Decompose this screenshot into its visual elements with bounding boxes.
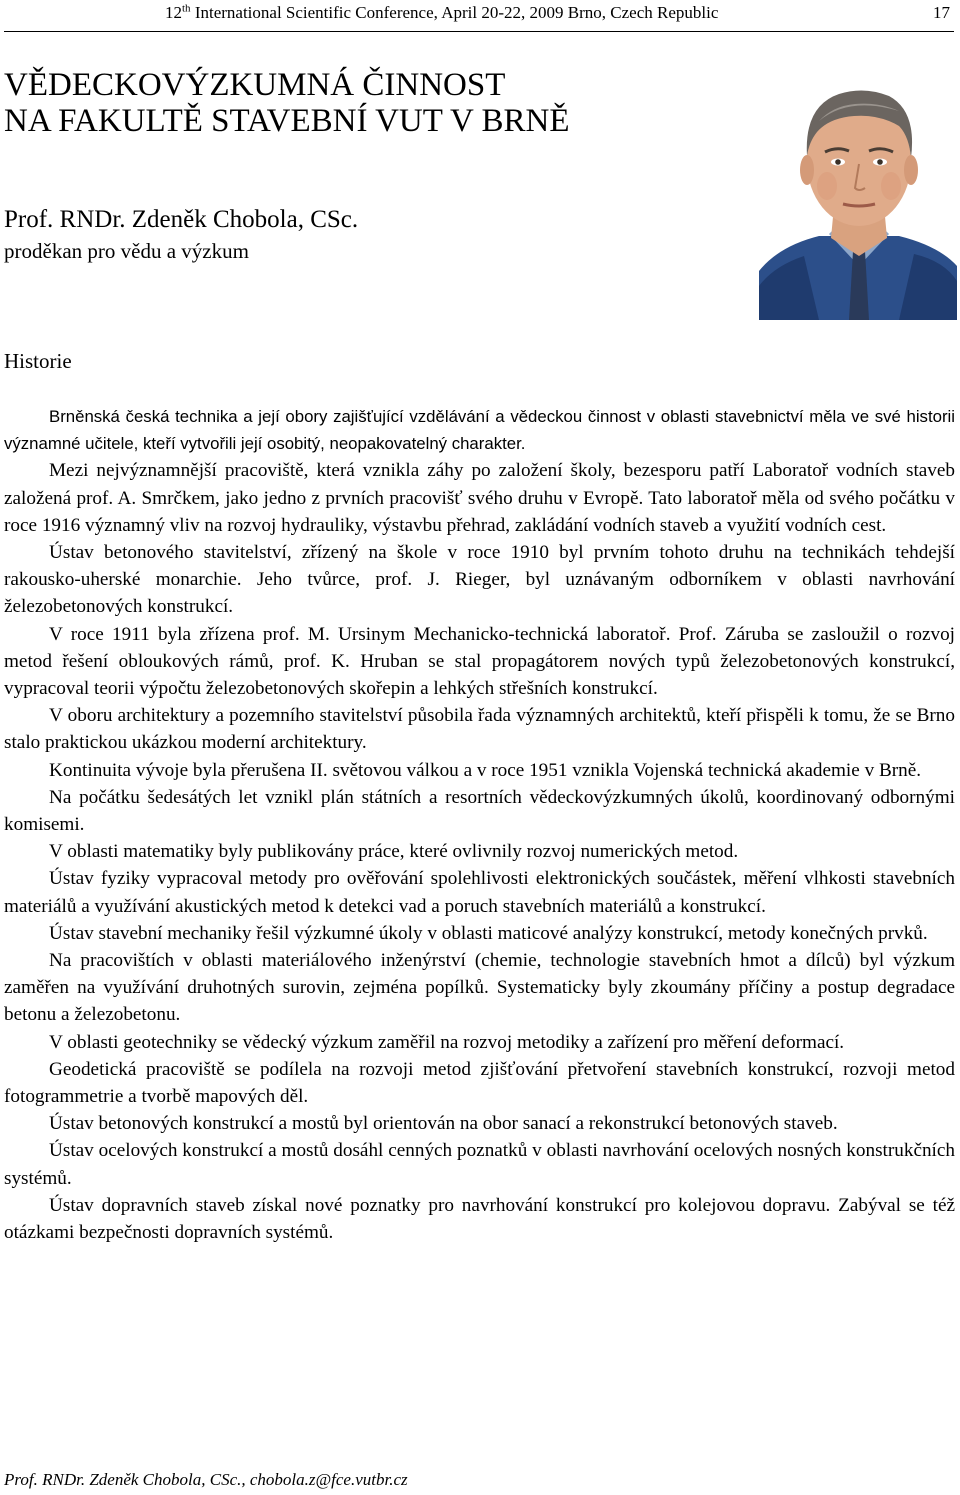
paragraph: Kontinuita vývoje byla přerušena II. světovou válkou a v roce 1951 vznikla Vojenská technická akademie v Brně.: [49, 759, 922, 781]
conference-title: International Scientific Conference, April 20-22, 2009 Brno, Czech Republic: [190, 3, 719, 22]
author-photo: [759, 66, 957, 320]
paragraph: V oblasti geotechniky se vědecký výzkum zaměřil na rozvoj metodiky a zařízení pro měření deformací.: [49, 1031, 845, 1053]
conference-ordinal: 12: [165, 3, 182, 22]
paragraph: Ústav betonového stavitelství, zřízený na škole v roce 1910 byl prvním tohoto druhu na technikách tehdejší rakousko-uherské monarchie. Jeho tvůrce, prof. J. Rieger, byl uznávaným odborníkem v oblasti navrhování železobetonových konstrukcí.: [4, 542, 955, 618]
article-body: [4, 403, 955, 1246]
paragraph: V oboru architektury a pozemního stavitelství působila řada významných architektů, kteří přispěli k tomu, že se Brno stalo praktickou ukázkou moderní architektury.: [4, 705, 955, 754]
paragraph: Geodetická pracoviště se podílela na rozvoji metod zjišťování přetvoření stavebních konstrukcí, rozvoji metod fotogrammetrie a tvorbě mapových děl.: [4, 1058, 955, 1108]
paragraph: Mezi nejvýznamnější pracoviště, která vznikla záhy po založení školy, bezesporu patří Laboratoř vodních staveb založená prof. A. Smrčkem, jako jedno z prvních pracovišť svého druhu v Evropě. Tato laboratoř měla od svého počátku v roce 1916 významný vliv na rozvoj hydrauliky, výstavbu přehrad, zakládání vodních staveb a využití vodních cest.: [4, 460, 955, 536]
paragraph: Ústav ocelových konstrukcí a mostů dosáhl cenných poznatků v oblasti navrhování ocelových nosných konstrukčních systémů.: [4, 1140, 955, 1189]
footer-author-contact: Prof. RNDr. Zdeněk Chobola, CSc., chobola.z@fce.vutbr.cz: [4, 1470, 408, 1489]
paragraph: Ústav betonových konstrukcí a mostů byl orientován na obor sanací a rekonstrukcí betonových staveb.: [49, 1113, 838, 1135]
section-heading: Historie: [4, 349, 72, 373]
paragraph: V roce 1911 byla zřízena prof. M. Ursinym Mechanicko-technická laboratoř. Prof. Záruba se zasloužil o rozvoj metod řešení obloukových rámů, prof. K. Hruban se stal propagátorem nových typů železobetonových konstrukcí, vypracoval teorii výpočtu železobetonových skořepin a lehkých střešních konstrukcí.: [4, 623, 955, 700]
paragraph: Ústav fyziky vypracoval metody pro ověřování spolehlivosti elektronických součástek, měření vlhkosti stavebních materiálů a využívání akustických metod k detekci vad a poruch stavebních materiálů a konstrukcí.: [4, 868, 955, 917]
paragraph: Brněnská česká technika a její obory zajišťující vzdělávání a vědeckou činnost v oblasti stavebnictví měla ve své historii významné učitele, kteří vytvořili její osobitý, neopakovatelný charakter.: [4, 407, 955, 454]
paragraph: Na počátku šedesátých let vznikl plán státních a resortních vědeckovýzkumných úkolů, koordinovaný odbornými komisemi.: [4, 786, 955, 836]
paragraph: Ústav dopravních staveb získal nové poznatky pro navrhování konstrukcí pro kolejovou dopravu. Zabýval se též otázkami bezpečnosti dopravních systémů.: [4, 1194, 955, 1244]
paragraph: V oblasti matematiky byly publikovány práce, které ovlivnily rozvoj numerických metod.: [49, 841, 739, 863]
author-role: proděkan pro vědu a výzkum: [4, 239, 249, 263]
running-header: [165, 2, 955, 24]
header-divider: [4, 31, 954, 32]
author-name: Prof. RNDr. Zdeněk Chobola, CSc.: [4, 206, 359, 233]
portrait-image: [759, 66, 957, 320]
paragraph: Na pracovištích v oblasti materiálového inženýrství (chemie, technologie stavebních hmot a dílců) byl výzkum zaměřen na využívání druhotných surovin, zejména popílků. Systematicky byly zkoumány příčiny a postup degradace betonu a železobetonu.: [4, 950, 955, 1026]
page-number: 17: [933, 3, 950, 22]
title-line-1: VĚDECKOVÝZKUMNÁ ČINNOST: [4, 67, 506, 103]
conference-ordinal-suffix: th: [182, 2, 191, 15]
title-line-2: NA FAKULTĚ STAVEBNÍ VUT V BRNĚ: [4, 103, 570, 139]
paragraph: Ústav stavební mechaniky řešil výzkumné úkoly v oblasti maticové analýzy konstrukcí, metody konečných prvků.: [49, 922, 928, 944]
article-title: [4, 67, 724, 139]
